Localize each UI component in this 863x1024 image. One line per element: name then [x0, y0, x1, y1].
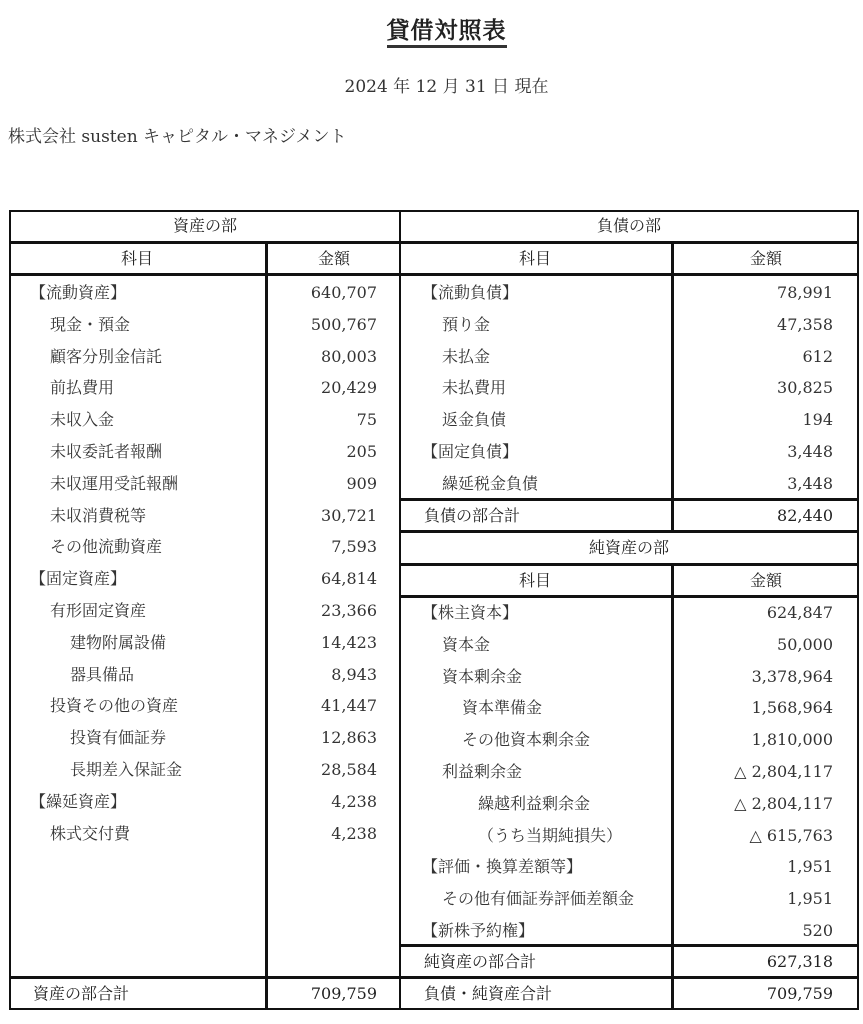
row-amount: 1,810,000: [751, 730, 833, 750]
row-amount: 41,447: [321, 696, 377, 716]
row-label: 【固定負債】: [422, 442, 519, 461]
row-label: 未収入金: [50, 410, 115, 430]
row-amount: 909: [346, 473, 377, 493]
row-label: 未払費用: [442, 378, 507, 398]
row-amount: 7,593: [331, 537, 377, 557]
net-assets-col-amount: 金額: [749, 571, 782, 590]
row-amount: 612: [802, 346, 833, 366]
row-label: 繰延税金負債: [442, 473, 539, 493]
row-amount: 30,721: [321, 505, 377, 525]
row-label: 預り金: [442, 314, 491, 334]
row-label: 顧客分別金信託: [50, 346, 163, 366]
row-amount: 12,863: [321, 728, 377, 748]
row-amount: 3,448: [787, 442, 833, 461]
row-label: 投資その他の資産: [50, 696, 179, 716]
row-amount: 1,568,964: [751, 698, 833, 718]
row-label: 資本剰余金: [442, 666, 523, 686]
row-label: 返金負債: [442, 410, 507, 430]
net-assets-total-amount: 627,318: [766, 952, 833, 971]
row-label: 【評価・換算差額等】: [422, 857, 583, 877]
row-amount: 500,767: [310, 314, 377, 334]
liabilities-total-amount: 82,440: [777, 506, 833, 525]
row-label: 株式交付費: [50, 823, 131, 843]
row-amount: 20,429: [321, 378, 377, 398]
row-amount: 8,943: [331, 664, 377, 684]
row-label: 有形固定資産: [50, 601, 147, 620]
row-label: 利益剰余金: [442, 762, 523, 781]
row-label: 現金・預金: [50, 314, 131, 334]
row-label: 器具備品: [70, 664, 135, 684]
row-amount: 30,825: [777, 378, 833, 398]
row-amount: 4,238: [331, 823, 377, 843]
row-amount: 80,003: [321, 346, 377, 366]
liabilities-col-amount: 金額: [749, 249, 782, 268]
row-label: 未払金: [442, 346, 491, 366]
net-assets-total-label: 純資産の部合計: [424, 952, 537, 971]
row-label: 未収委託者報酬: [50, 442, 163, 461]
row-amount: 23,366: [321, 601, 377, 620]
assets-total-label: 資産の部合計: [33, 984, 130, 1003]
row-amount: 14,423: [321, 632, 377, 652]
company-name: 株式会社 susten キャピタル・マネジメント: [8, 127, 347, 147]
row-label: 【株主資本】: [422, 603, 519, 622]
row-amount: 1,951: [787, 889, 833, 909]
row-label: 【新株予約権】: [422, 921, 535, 940]
row-label: 【流動資産】: [30, 283, 127, 302]
assets-col-amount: 金額: [317, 249, 350, 268]
row-amount: 205: [346, 442, 377, 461]
row-amount: 194: [802, 410, 833, 430]
grand-total-amount: 709,759: [766, 984, 833, 1003]
row-label: 投資有価証券: [70, 728, 167, 748]
liabilities-total-label: 負債の部合計: [424, 506, 521, 525]
row-label: （うち当期純損失）: [478, 825, 623, 845]
assets-total-amount: 709,759: [310, 984, 377, 1003]
row-label: 未収運用受託報酬: [50, 473, 179, 493]
row-label: その他有価証券評価差額金: [442, 889, 635, 909]
row-amount: 640,707: [310, 283, 377, 302]
row-amount: 3,378,964: [751, 666, 833, 686]
grand-total-label: 負債・純資産合計: [424, 984, 553, 1003]
row-amount: 4,238: [331, 791, 377, 811]
row-label: 繰越利益剰余金: [478, 793, 591, 813]
row-amount: 3,448: [787, 473, 833, 493]
row-amount: △ 2,804,117: [734, 762, 833, 781]
row-label: 【固定資産】: [30, 569, 127, 589]
row-amount: 1,951: [787, 857, 833, 877]
row-amount: 47,358: [777, 314, 833, 334]
net-assets-section-header: 純資産の部: [588, 538, 669, 557]
row-amount: 28,584: [321, 760, 377, 779]
liabilities-section-header: 負債の部: [596, 216, 661, 235]
row-label: 資本準備金: [462, 698, 543, 718]
net-assets-col-item: 科目: [518, 571, 551, 590]
row-label: 未収消費税等: [50, 505, 147, 525]
document-title: 貸借対照表: [0, 12, 863, 45]
assets-col-item: 科目: [120, 249, 153, 268]
row-label: 前払費用: [50, 378, 115, 398]
row-amount: 50,000: [777, 634, 833, 654]
row-amount: △ 615,763: [749, 825, 833, 845]
row-amount: 624,847: [766, 603, 833, 622]
assets-section-header: 資産の部: [172, 216, 237, 235]
row-label: その他資本剰余金: [462, 730, 591, 750]
row-amount: △ 2,804,117: [734, 793, 833, 813]
row-label: 【流動負債】: [422, 283, 519, 302]
row-label: 資本金: [442, 634, 491, 654]
liabilities-col-item: 科目: [518, 249, 551, 268]
row-label: 長期差入保証金: [70, 760, 183, 779]
row-amount: 78,991: [777, 283, 833, 302]
row-label: 建物附属設備: [70, 632, 167, 652]
row-amount: 64,814: [321, 569, 377, 589]
row-label: 【繰延資産】: [30, 791, 127, 811]
row-amount: 75: [356, 410, 377, 430]
report-date: 2024 年 12 月 31 日 現在: [344, 77, 549, 97]
row-amount: 520: [802, 921, 833, 940]
row-label: その他流動資産: [50, 537, 163, 557]
